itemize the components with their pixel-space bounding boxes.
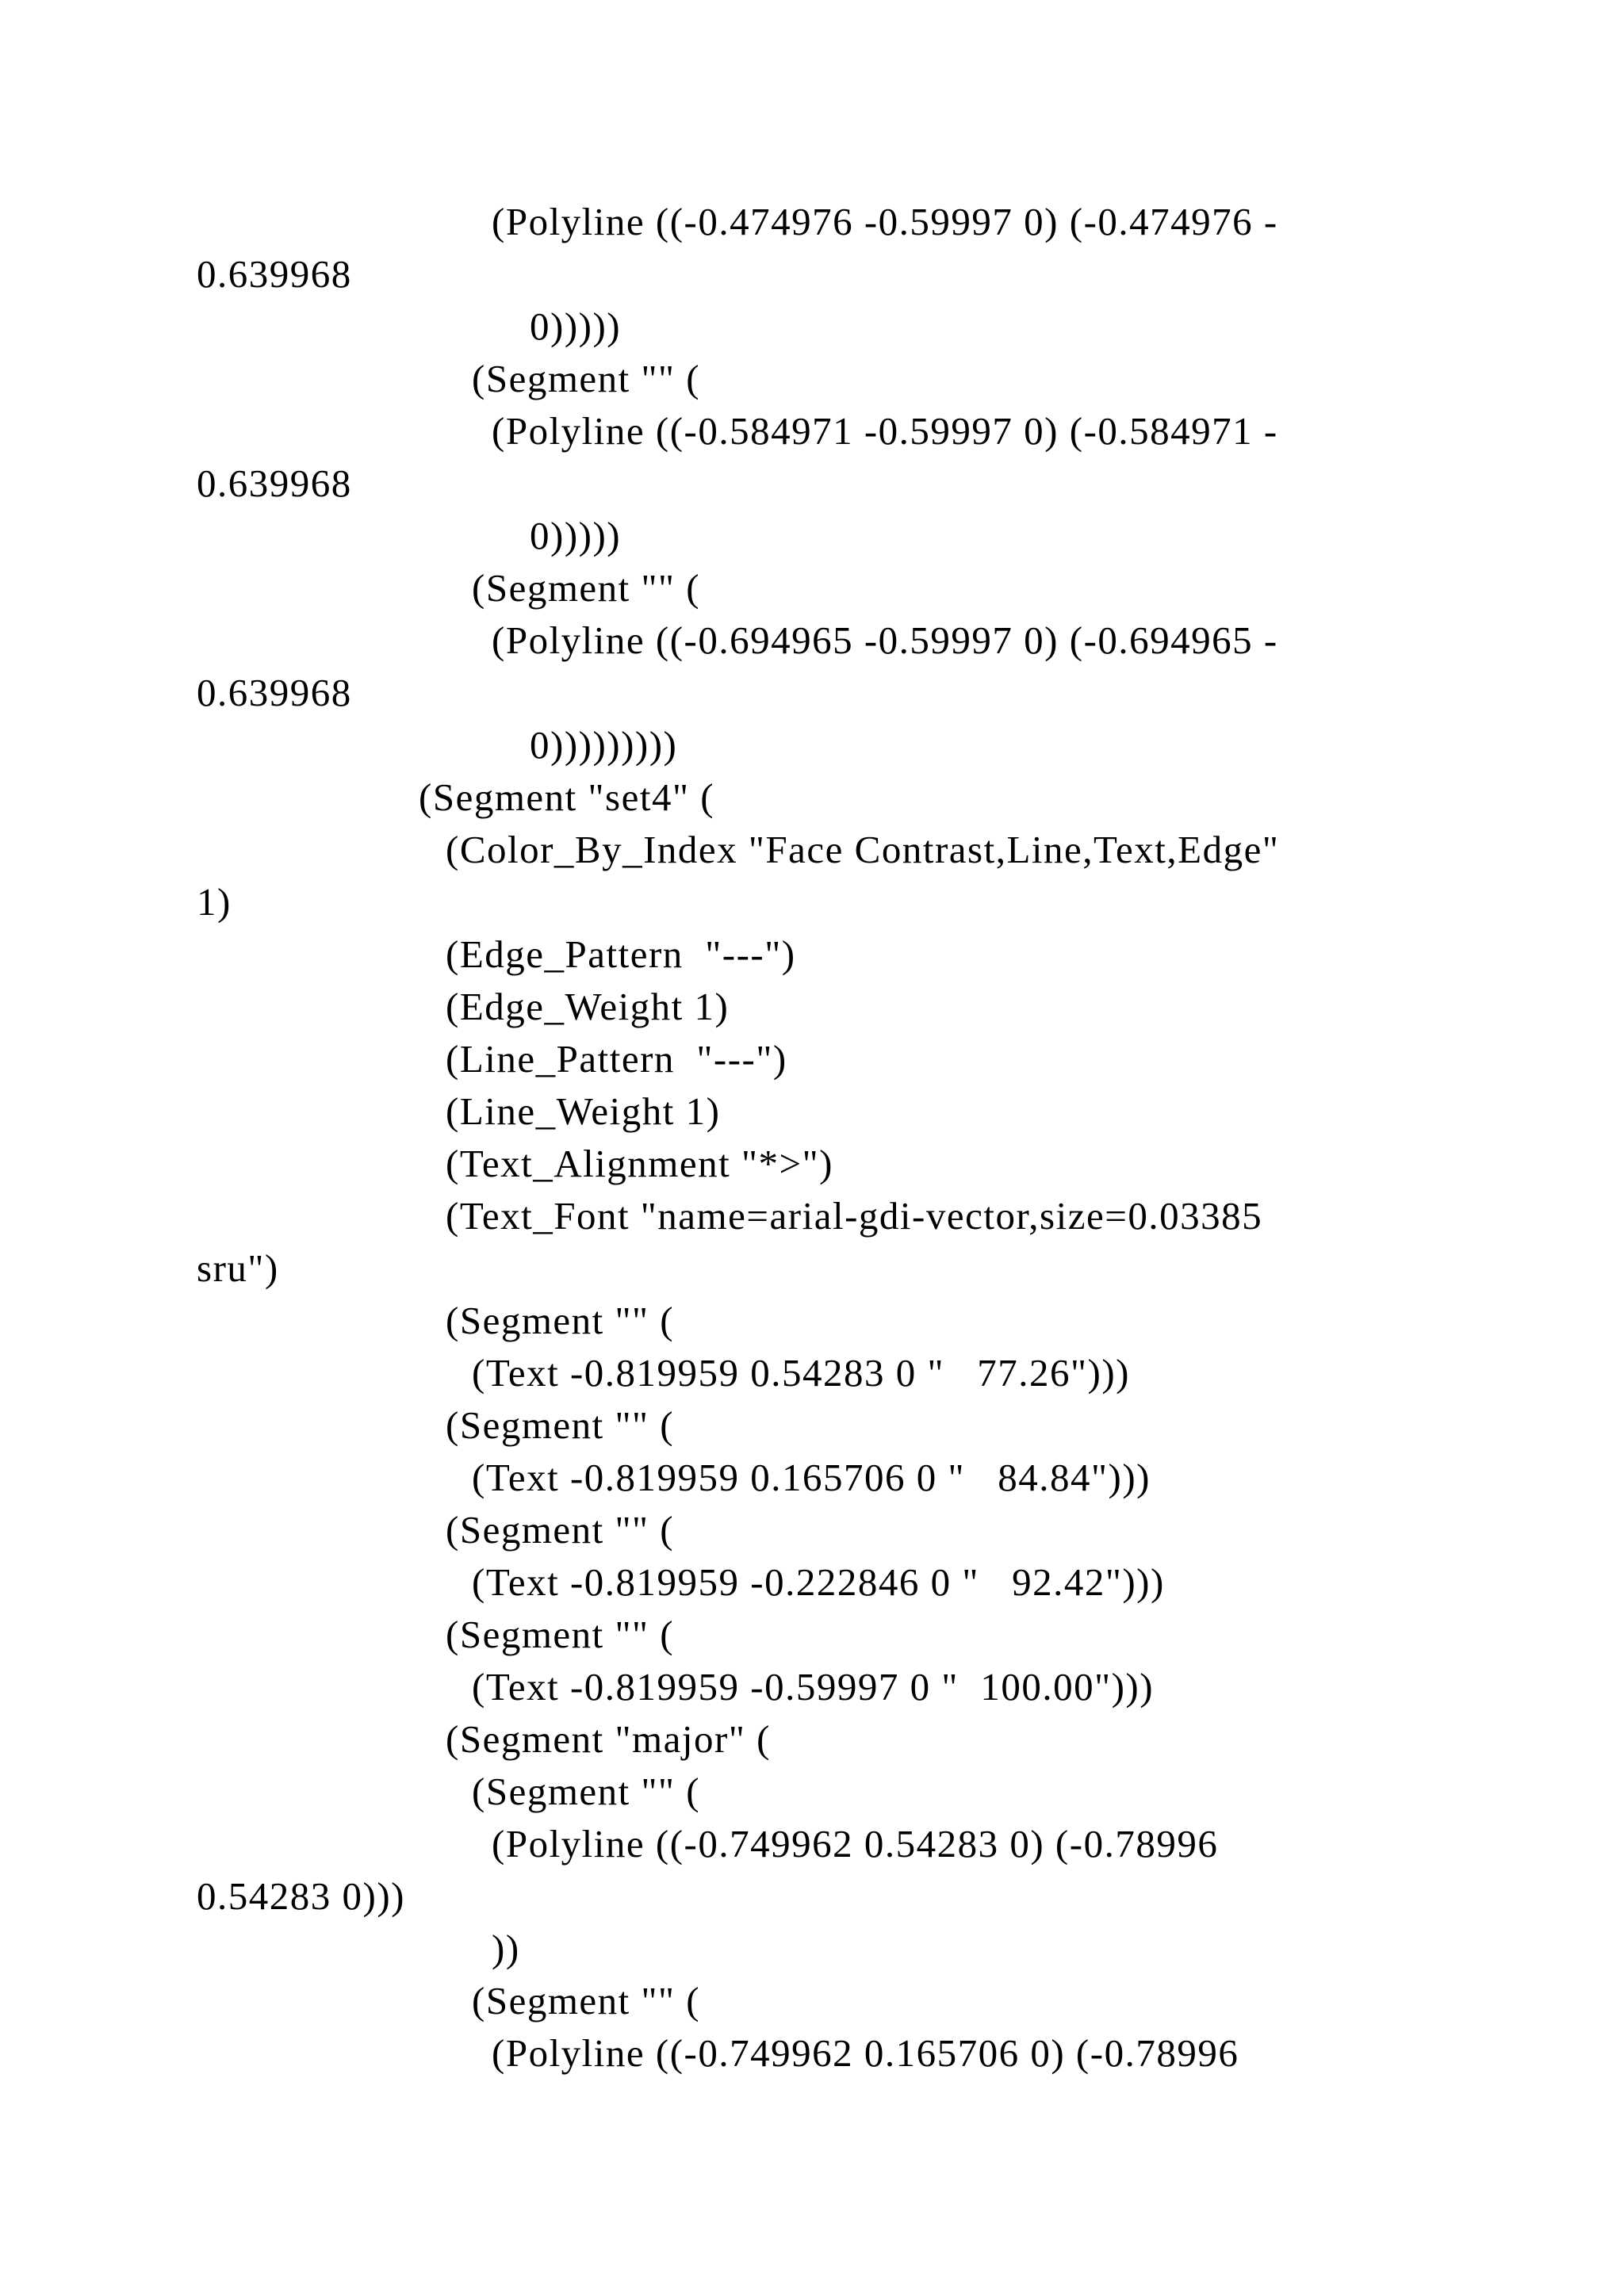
code-line: (Text -0.819959 -0.222846 0 " 92.42"))) bbox=[472, 1560, 1165, 1604]
code-line: 0.639968 bbox=[197, 671, 352, 714]
code-line: (Segment "" ( bbox=[446, 1613, 675, 1656]
code-line: 0.639968 bbox=[197, 461, 352, 505]
code-line: (Text_Alignment "*>") bbox=[446, 1142, 833, 1185]
code-line: (Polyline ((-0.749962 0.54283 0) (-0.78996 bbox=[492, 1822, 1219, 1866]
code-line: (Polyline ((-0.749962 0.165706 0) (-0.78996 bbox=[492, 2031, 1239, 2075]
code-line: 0.54283 0))) bbox=[197, 1874, 405, 1918]
code-line: (Segment "" ( bbox=[472, 1979, 701, 2022]
code-line: 0))))))))) bbox=[530, 723, 678, 767]
code-line: (Text -0.819959 0.165706 0 " 84.84"))) bbox=[472, 1456, 1151, 1499]
code-line: (Text_Font "name=arial-gdi-vector,size=0.03385 bbox=[446, 1194, 1263, 1238]
code-line: (Segment "" ( bbox=[472, 357, 701, 400]
code-line: (Segment "" ( bbox=[472, 566, 701, 610]
code-line: (Segment "" ( bbox=[446, 1403, 675, 1447]
code-line: (Segment "" ( bbox=[446, 1508, 675, 1552]
code-line: 0))))) bbox=[530, 514, 622, 557]
code-line: 0))))) bbox=[530, 304, 622, 348]
code-line: (Segment "major" ( bbox=[446, 1717, 771, 1761]
code-line: 0.639968 bbox=[197, 252, 352, 296]
code-line: (Text -0.819959 0.54283 0 " 77.26"))) bbox=[472, 1351, 1130, 1395]
code-line: (Color_By_Index "Face Contrast,Line,Text,Edge" bbox=[446, 828, 1280, 871]
code-line: (Line_Weight 1) bbox=[446, 1089, 721, 1133]
code-line: (Line_Pattern "---") bbox=[446, 1037, 787, 1081]
code-line: (Edge_Pattern "---") bbox=[446, 932, 796, 976]
code-line: )) bbox=[492, 1927, 520, 1970]
code-line: (Polyline ((-0.474976 -0.59997 0) (-0.474976 - bbox=[492, 200, 1278, 243]
code-line: (Segment "" ( bbox=[472, 1770, 701, 1813]
code-line: (Segment "" ( bbox=[446, 1299, 675, 1342]
code-line: sru") bbox=[197, 1246, 279, 1290]
code-line: (Polyline ((-0.694965 -0.59997 0) (-0.694965 - bbox=[492, 618, 1278, 662]
code-line: (Segment "set4" ( bbox=[419, 775, 715, 819]
code-line: (Polyline ((-0.584971 -0.59997 0) (-0.584971 - bbox=[492, 409, 1278, 453]
code-line: 1) bbox=[197, 880, 232, 924]
code-line: (Text -0.819959 -0.59997 0 " 100.00"))) bbox=[472, 1665, 1155, 1709]
code-line: (Edge_Weight 1) bbox=[446, 985, 730, 1028]
